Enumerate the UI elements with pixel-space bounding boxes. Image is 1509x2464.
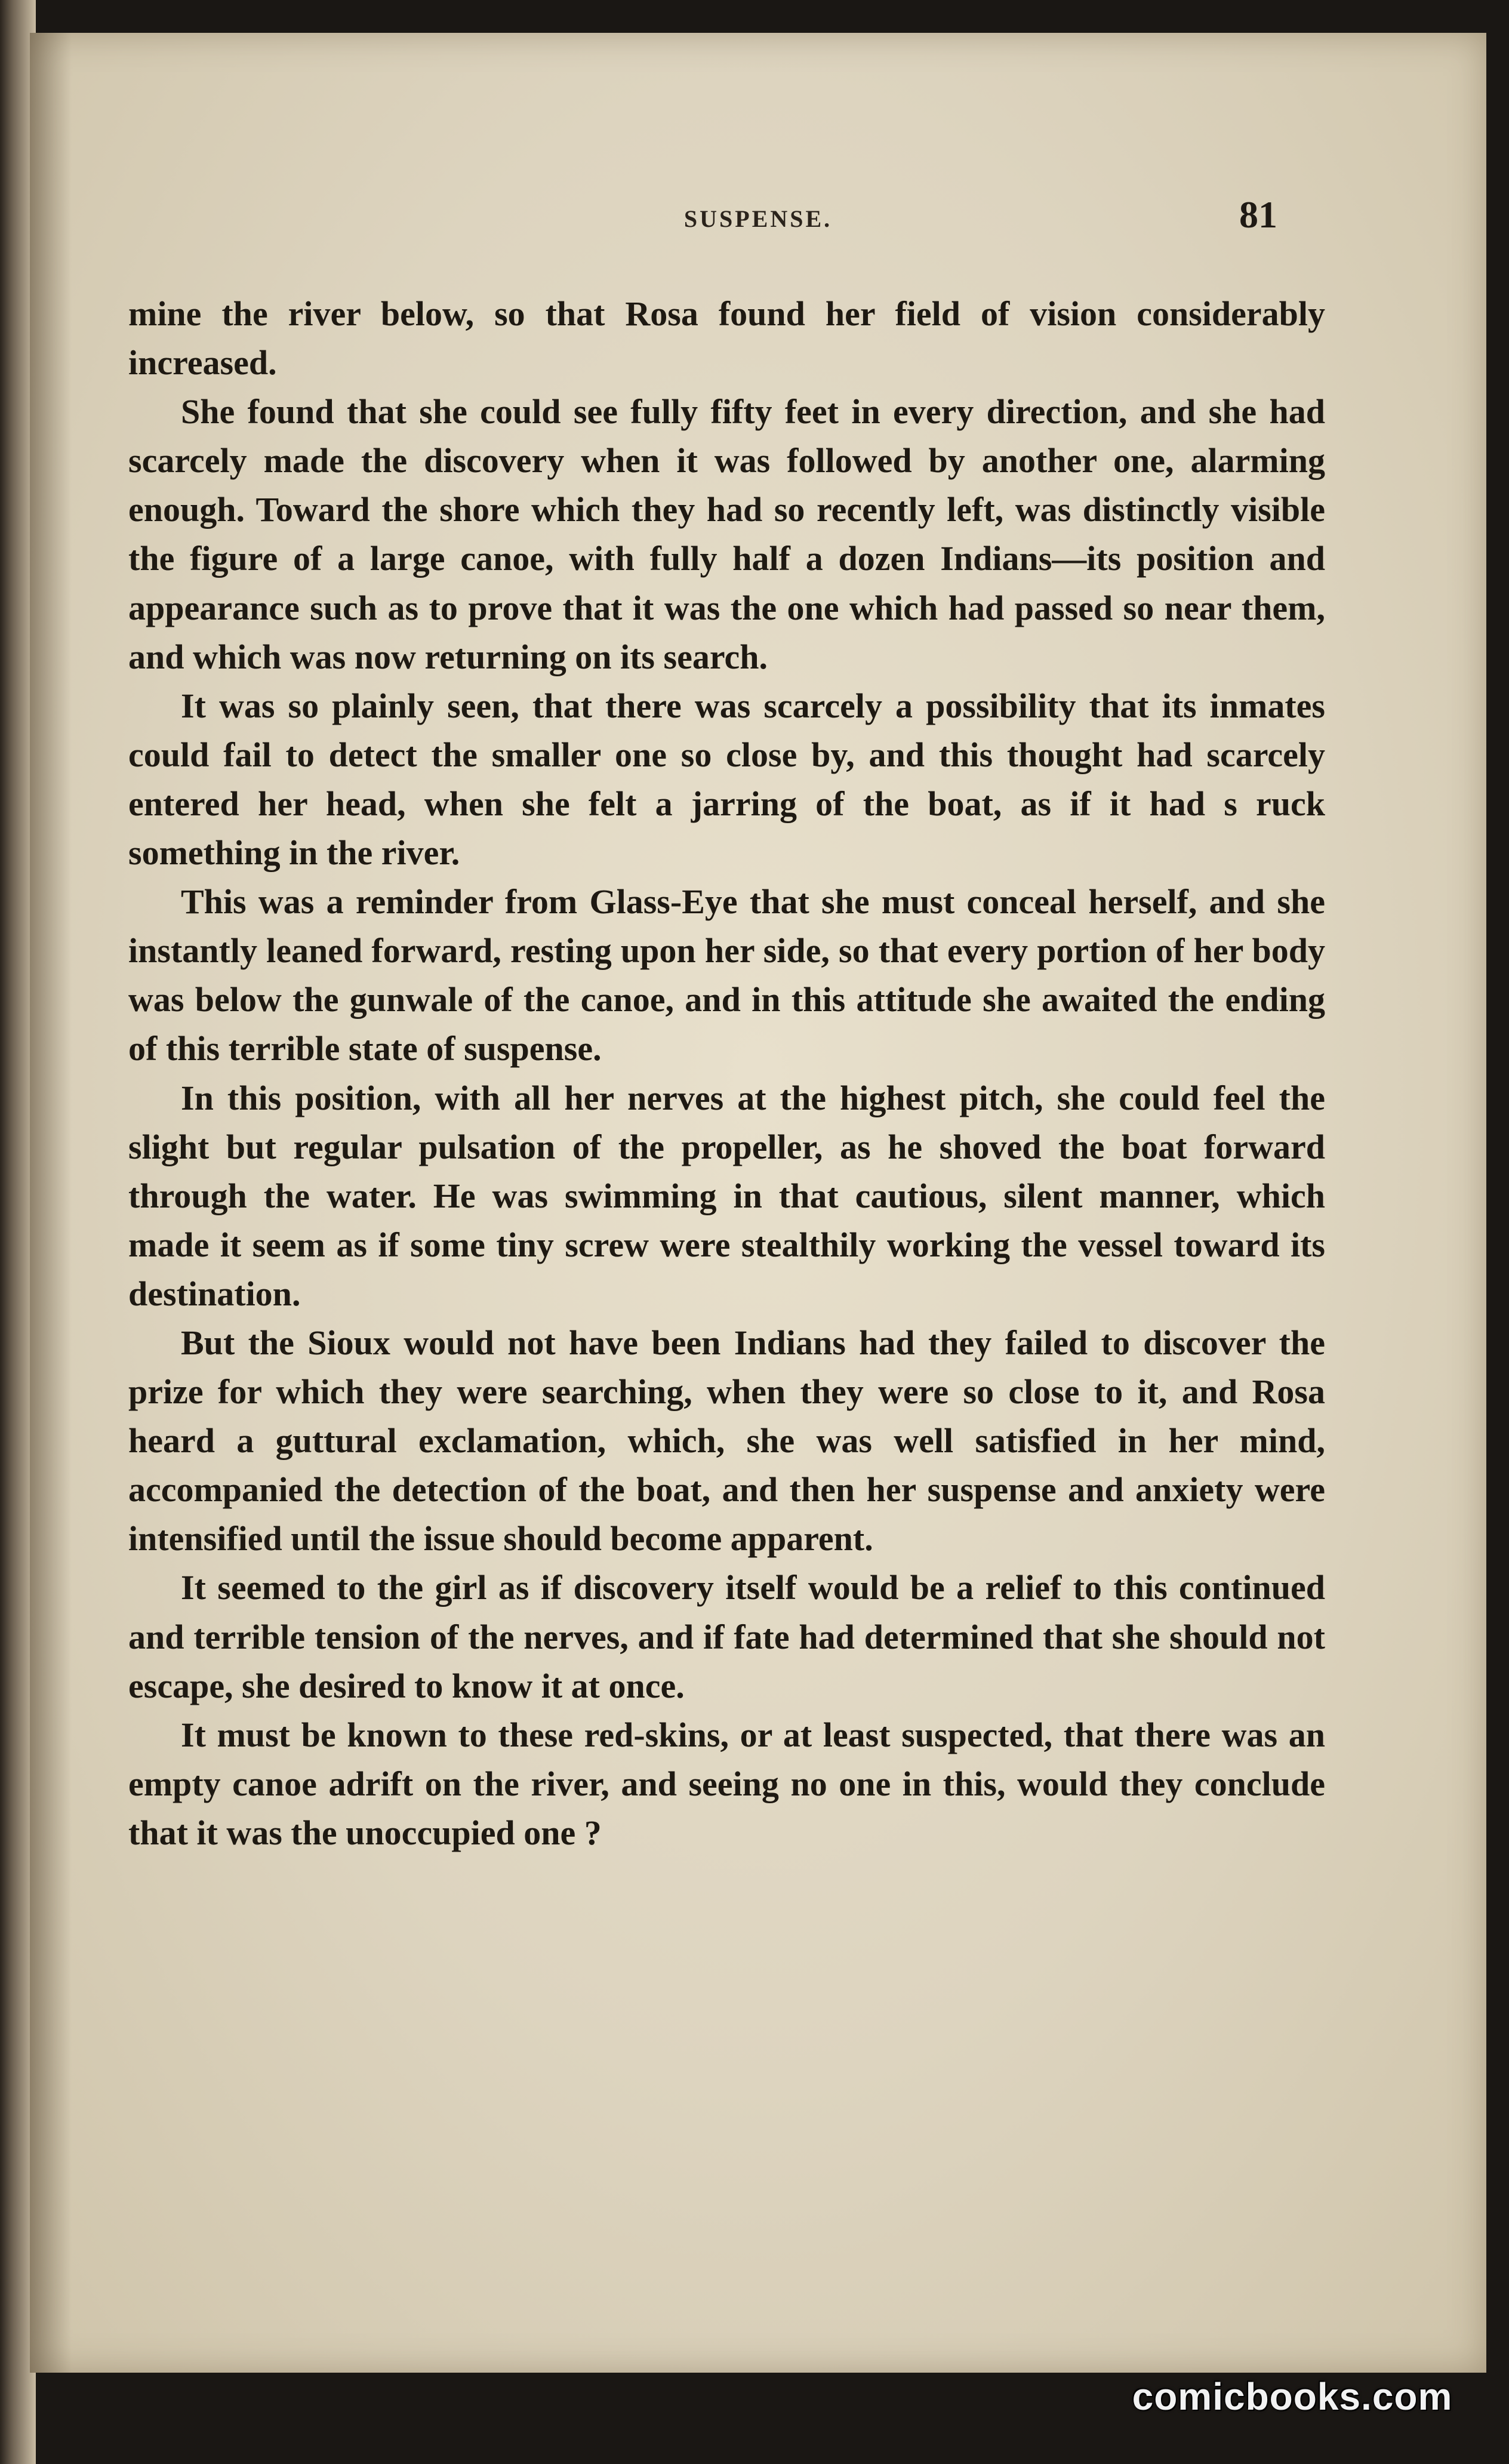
page-number: 81	[1239, 193, 1277, 236]
paragraph: It must be known to these red-skins, or at least suspected, that there was an empty canoe adrift on the river, and seeing no one in this, would they conclude that it was the unoccupied one ?	[128, 1715, 1325, 1852]
paragraph: In this position, with all her nerves at the highest pitch, she could feel the slight but regular pulsation of the propeller, as he shoved the boat forward through the water. He was swimming in that cautious, silent manner, which made it seem as if some tiny screw were stealthily working the vessel toward its destination.	[128, 1078, 1325, 1313]
body-text	[128, 289, 1325, 1858]
page-header	[30, 169, 1486, 241]
paragraph: She found that she could see fully fifty feet in every direction, and she had scarcely made the discovery when it was followed by another one, alarming enough. Toward the shore which they had so recently left, was distinctly visible the figure of a large canoe, with fully half a dozen Indians—its position and appearance such as to prove that it was the one which had passed so near them, and which was now returning on its search.	[128, 392, 1325, 676]
paragraph: It was so plainly seen, that there was scarcely a possibility that its inmates could fail to detect the smaller one so close by, and this thought had scarcely entered her head, when she felt a jarring of the boat, as if it had s ruck something in the river.	[128, 686, 1325, 873]
paragraph: It seemed to the girl as if discovery itself would be a relief to this continued and terrible tension of the nerves, and if fate had determined that she should not escape, she desired to know it at once.	[128, 1568, 1325, 1705]
paragraph: But the Sioux would not have been Indians had they failed to discover the prize for which they were searching, when they were so close to it, and Rosa heard a guttural exclamation, which, she was well satisfied in her mind, accompanied the detection of the boat, and then her suspense and anxiety were intensified until the issue should become apparent.	[128, 1323, 1325, 1559]
page-gutter-shadow	[30, 33, 72, 2373]
paragraph: mine the river below, so that Rosa found her field of vision considerably increased.	[128, 294, 1325, 383]
paragraph: This was a reminder from Glass-Eye that she must conceal herself, and she instantly leaned forward, resting upon her side, so that every portion of her body was below the gunwale of the canoe, and in this attitude she awaited the ending of this terrible state of suspense.	[128, 882, 1325, 1068]
book-page	[30, 33, 1486, 2373]
site-watermark: comicbooks.com	[1132, 2375, 1453, 2418]
running-head: SUSPENSE.	[683, 205, 833, 232]
